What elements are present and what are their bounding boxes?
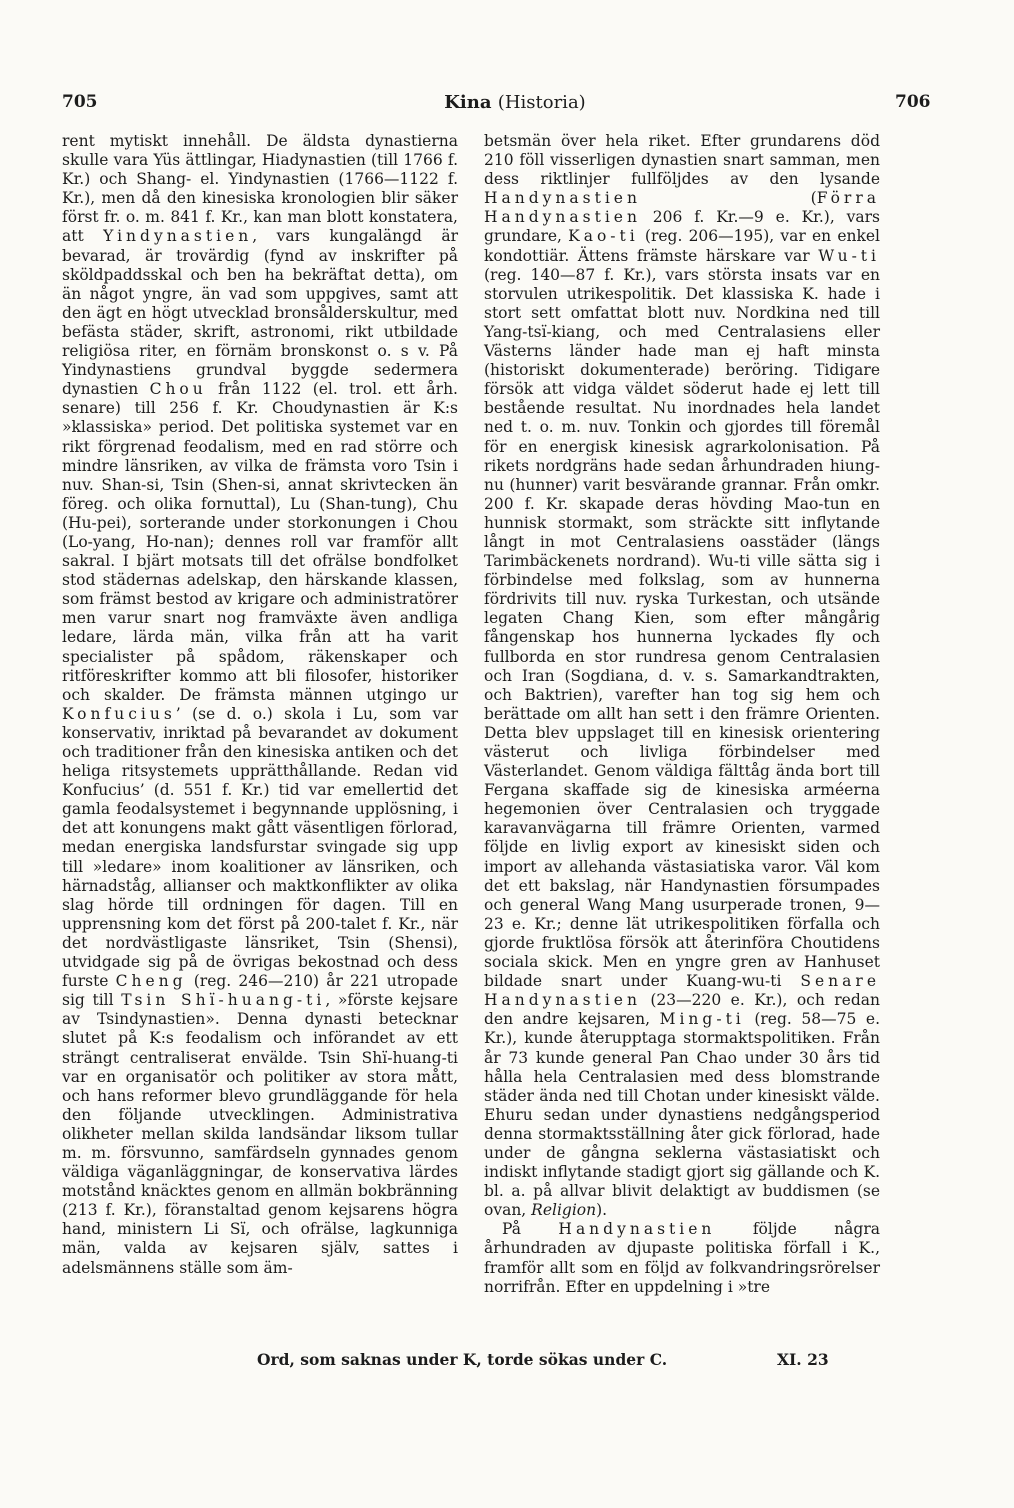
spaced-term: Ming-ti [659,1010,745,1029]
text-run: (23—220 e. Kr.), och redan den andre kejsaren, [484,991,880,1029]
spaced-term: Tsin Shï-huang-ti [121,991,326,1010]
running-title-sub: (Historia) [497,92,586,113]
page-number-left: 705 [62,92,98,112]
spaced-term: Wu-ti [818,246,880,265]
left-column [62,132,458,1278]
footer-note: Ord, som saknas under K, torde sökas under C. [257,1350,668,1369]
spaced-term: Förra Handynastien [484,189,880,227]
text-run: På [502,1220,559,1239]
spaced-term: Yindynastien [103,227,253,246]
text-run: ). [596,1201,608,1220]
running-title [400,92,630,113]
spaced-term: Chou [149,380,207,399]
text-run: betsmän över hela riket. Efter grundarens död 210 föll visserligen dynastien snart samman, men dess riktlinjer fullföljdes av den lysande [484,132,880,189]
left-paragraph-1 [62,132,458,1278]
right-paragraph-1 [484,132,880,1220]
page-number-right: 706 [895,92,931,112]
italic-term: Religion [531,1201,597,1220]
text-run: (reg. 206—195), var en enkel kondottiär. Ättens främste härskare var [484,227,880,265]
text-run: ( [640,189,817,208]
spaced-term: Senare Handynastien [484,972,880,1010]
spaced-term: Kao-ti [568,227,639,246]
right-column [484,132,880,1297]
text-run: ’ (se d. o.) skola i Lu, som var konservativ, inriktad på bevarandet av dokument och traditioner från den kinesiska antiken och det heliga ritsystemets upprätthållande. Redan vid Konfucius’ (d. 551 f. Kr.) tid var emellertid det gamla feodalsystemet i begynnande upplösning, i det att konungens makt gått väsentligen förlorad, medan energiska landsfurstar svingade sig upp till »ledare» inom koalitioner av länsriken, och härnadståg, allianser och maktkonflikter av olika slag hörde till ordningen för dagen. Till en upprensning kom det först på 200-talet f. Kr., när det nordvästligaste länsriket, Tsin (Shensi), utvidgade sig på de övrigas bekostnad och dess furste [62,704,458,991]
text-run: , »förste kejsare av Tsindynastien». Denna dynasti betecknar slutet på K:s feodalism och införandet av ett strängt centraliserat envälde. Tsin Shï-huang-ti var en organisatör och politiker av stora mått, och hans reformer blevo grundläggande för hela den följande utvecklingen. Administrativa olikheter mellan skilda landsändar liksom tullar m. m. försvunno, samfärdseln gynnades genom väldiga väganläggningar, de konservativa lärdes motstånd knäcktes genom en allmän bokbränning (213 f. Kr.), föranstaltad genom kejsarens högra hand, ministern Li Sï, och ofrälse, lagkunniga män, valda av kejsaren själv, sattes i adelsmännens ställe som äm- [62,991,458,1277]
text-run: (reg. 58—75 e. Kr.), kunde återupptaga stormaktspolitiken. Från år 73 kunde general Pan Chao under 30 års tid hålla hela Centralasien med dess blomstrande städer ända ned till Chotan under kinesiskt välde. Ehuru sedan under dynastiens nedgångsperiod denna stormaktsställning åter gick förlorad, hade under de gångna seklerna västasiatiskt och indiskt inflytande stadigt gjort sig gällande och K. bl. a. på allvar blivit delaktigt av buddismen (se ovan, [484,1010,880,1220]
running-title-main: Kina [444,92,492,113]
text-run: följde några århundraden av djupaste politiska förfall i K., framför allt som en följd av folkvandringsrörelser norrifrån. Efter en uppdelning i »tre [484,1220,880,1296]
text-run: från 1122 (el. trol. ett årh. senare) till 256 f. Kr. Choudynastien är K:s »klassiska» period. Det politiska systemet var en rikt förgrenad feodalism, med en rad större och mindre länsriken, av vilka de främsta voro Tsin i nuv. Shan-si, Tsin (Shen-si, annat skrivtecken än föreg. och olika fornuttal), Lu (Shan-tung), Chu (Hu-pei), sorterande under storkonungen i Chou (Lo-yang, Ho-nan); dennes roll var framför allt sakral. I bjärt motsats till det ofrälse bondfolket stod städernas adelskap, den härskande klassen, som främst bestod av krigare och administratörer men varur snart nog framväxte även andliga ledare, lärda män, vilka från att ha varit specialister på spådom, räkenskaper och ritföreskrifter kommo att bli filosofer, historiker och skalder. De främsta männen utgingo ur [62,380,458,704]
spaced-term: Konfucius [62,704,176,723]
spaced-term: Cheng [115,972,187,991]
text-run: , vars kungalängd är bevarad, är trovärdig (fynd av inskrifter på sköldpaddsskal och ben ha bekräftat detta), om än något yngre, än vad som uppgives, samt att den ägt en högt utvecklad bronsålderskultur, med befästa städer, skrift, astronomi, rikt utbildade religiösa riter, en förnäm bronskonst o. s v. På Yindynastiens grundval byggde sedermera dynastien [62,227,458,399]
text-run: 206 f. Kr.—9 e. Kr.), vars grundare, [484,208,880,246]
right-paragraph-2 [484,1220,880,1296]
spaced-term: Handynastien [484,189,641,208]
text-run: rent mytiskt innehåll. De äldsta dynastierna skulle vara Yüs ättlingar, Hiadynastien (till 1766 f. Kr.) och Shang- el. Yindynastien (1766—1122 f. Kr.), men då den kinesiska kronologien blir säker först fr. o. m. 841 f. Kr., kan man blott konstatera, att [62,132,458,246]
page-header [0,88,1014,114]
text-run: (reg. 246—210) år 221 utropade sig till [62,972,458,1010]
signature-mark: XI. 23 [777,1350,829,1369]
spaced-term: Handynastien [558,1220,716,1239]
page-footer [62,1350,912,1374]
text-run: (reg. 140—87 f. Kr.), vars största insats var en storvulen utrikespolitik. Det klassiska K. hade i stort sett omfattat blott nuv. Nordkina ned till Yang-tsï-kiang, och med Centralasiens eller Västerns länder hade man ej haft minsta (historiskt dokumenterade) beröring. Tidigare försök att vidga väldet söderut hade ej lett till bestående resultat. Nu inordnades hela landet ned t. o. m. nuv. Tonkin och gjordes till föremål för en energisk kinesisk agrarkolonisation. På rikets nordgräns hade sedan århundraden hiung-nu (hunner) varit besvärande grannar. Från omkr. 200 f. Kr. skapade deras hövding Mao-tun en hunnisk stormakt, som sträckte sitt inflytande långt in mot Centralasiens oasstäder (längs Tarimbäckenets nordrand). Wu-ti ville sätta sig i förbindelse med folkslag, som av hunnerna fördrivits till nuv. ryska Turkestan, och utsände legaten Chang Kien, som efter mångårig fångenskap hos hunnerna lyckades fly och fullborda en stor rundresa genom Centralasien och Iran (Sogdiana, d. v. s. Samarkandtrakten, och Baktrien), varefter han tog sig hem och berättade om allt han sett i den främre Orienten. Detta blev uppslaget till en kinesisk orientering västerut och livliga förbindelser med Västerlandet. Genom väldiga fälttåg ända bort till Fergana skaffade sig de kinesiska arméerna hegemonien över Centralasien och tryggade karavanvägarna till främre Orienten, varmed följde en livlig export av kinesiskt siden och import av allehanda västasiatiska varor. Väl kom det ett bakslag, när Handynastien försumpades och general Wang Mang usurperade tronen, 9—23 e. Kr.; denne lät utrikespolitiken förfalla och gjorde fruktlösa försök att återinföra Choutidens sociala skick. Men en yngre gren av Hanhuset bildade snart under Kuang-wu-ti [484,265,880,991]
